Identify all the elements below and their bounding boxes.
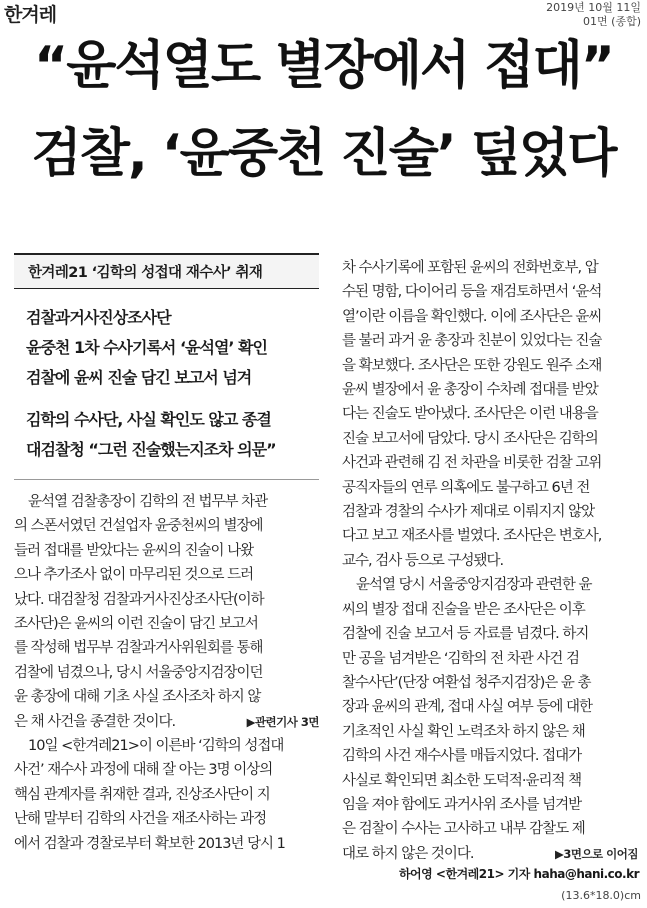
subhead: 검찰과거사진상조사단 (26, 308, 171, 327)
related-article-link[interactable]: ▶관련기사 3면 (246, 714, 319, 729)
dateline (546, 1, 641, 29)
subheadings (14, 303, 319, 465)
text-line: 들러 접대를 받았다는 윤씨의 진술이 나왔 (14, 542, 254, 559)
text-line: 찰수사단’(단장 여환섭 청주지검장)은 윤 총 (342, 674, 591, 691)
text-line: 핵심 관계자를 취재한 결과, 진상조사단이 지 (14, 786, 270, 803)
text-line: 윤석열 당시 서울중앙지검장과 관련한 윤 (356, 577, 592, 594)
issue-date: 2019년 10월 11일 (546, 1, 641, 14)
text-line: 사실로 확인되면 최소한 도덕적·윤리적 책 (342, 772, 582, 789)
size-note: (13.6*18.0)cm (561, 889, 641, 902)
text-line: 났다. 대검찰청 검찰과거사진상조사단(이하 (14, 591, 264, 608)
text-line: 의 스폰서였던 건설업자 윤중천씨의 별장에 (14, 518, 263, 535)
text-line: 사건과 관련해 김 전 차관을 비롯한 검찰 고위 (342, 455, 602, 472)
text-line: 윤석열 검찰총장이 김학의 전 법무부 차관 (28, 494, 268, 510)
text-line: 검찰과 경찰의 수사가 제대로 이뤄지지 않았 (342, 504, 595, 521)
text-line (342, 842, 638, 866)
text-line: 다고 보고 재조사를 벌였다. 조사단은 변호사, (342, 528, 602, 545)
text-line: 를 작성해 법무부 검찰과거사위원회를 통해 (14, 640, 263, 657)
text-line: 난해 말부터 김학의 사건을 재조사하는 과정 (14, 811, 267, 828)
text-line (14, 710, 319, 734)
subhead: 김학의 수사단, 사실 확인도 않고 종결 (26, 410, 271, 429)
text-line: 씨의 별장 접대 진술을 받은 조사단은 이후 (342, 601, 585, 618)
text-line: 윤씨 별장에서 윤 총장이 수차례 접대를 받았 (342, 382, 598, 399)
article-body-left (14, 490, 319, 856)
text-line: 장과 윤씨의 관계, 접대 사실 여부 등에 대한 (342, 699, 592, 716)
text-line: 조사단)은 윤씨의 이런 진술이 담긴 보고서 (14, 616, 258, 633)
divider (14, 479, 319, 480)
subhead: 윤중천 1차 수사기록서 ‘윤석열’ 확인 (26, 338, 267, 357)
headline-line-2: 검찰, ‘윤중천 진술’ 덮었다 (31, 124, 616, 184)
newspaper-logo: 한겨레 (4, 4, 57, 26)
text-fragment: 대로 하지 않은 것이다. (342, 845, 474, 862)
text-line: 다는 진술도 받아냈다. 조사단은 이런 내용을 (342, 406, 598, 423)
headline-line-1: “윤석열도 별장에서 접대” (34, 36, 613, 96)
text-line: 사건’ 재수사 과정에 대해 잘 아는 3명 이상의 (14, 762, 273, 779)
article-body-right (342, 256, 638, 866)
text-line: 공직자들의 연루 의혹에도 불구하고 6년 전 (342, 479, 590, 496)
text-line: 검찰에 진술 보고서 등 자료를 넘겼다. 하지 (342, 626, 589, 643)
text-line: 10일 <한겨레21>이 이른바 ‘김학의 성접대 (28, 738, 284, 755)
subhead: 대검찰청 “그런 진술했는지조차 의문” (26, 440, 276, 459)
kicker-box: 한겨레21 ‘김학의 성접대 재수사’ 취재 (14, 253, 319, 289)
text-line: 기초적인 사실 확인 노력조차 하지 않은 채 (342, 723, 585, 740)
text-line: 에서 검찰과 경찰로부터 확보한 2013년 당시 1 (14, 835, 285, 852)
text-line: 수된 명함, 다이어리 등을 재검토하면서 ‘윤석 (342, 284, 602, 301)
right-column (342, 256, 638, 866)
text-fragment: 은 채 사건을 종결한 것이다. (14, 713, 176, 730)
text-line: 차 수사기록에 포함된 윤씨의 전화번호부, 압 (342, 260, 598, 276)
text-line: 만 공을 넘겨받은 ‘김학의 전 차관 사건 검 (342, 650, 579, 667)
continued-link[interactable]: ▶3면으로 이어짐 (554, 846, 638, 861)
text-line: 교수, 검사 등으로 구성됐다. (342, 552, 504, 569)
text-line: 검찰에 넘겼으나, 당시 서울중앙지검장이던 (14, 664, 263, 681)
page-section: 01면 (종합) (583, 15, 641, 28)
text-line: 윤 총장에 대해 기초 사실 조사조차 하지 않 (14, 689, 261, 706)
text-line: 진술 보고서에 담았다. 당시 조사단은 김학의 (342, 430, 598, 447)
text-line: 를 불러 과거 윤 총장과 친분이 있었다는 진술 (342, 333, 602, 350)
text-line: 김학의 사건 재수사를 매듭지었다. 접대가 (342, 748, 582, 765)
text-line: 열’이란 이름을 확인했다. 이에 조사단은 윤씨 (342, 308, 602, 325)
text-line: 임을 져야 함에도 과거사위 조사를 넘겨받 (342, 796, 582, 813)
byline: 하어영 <한겨레21> 기자 haha@hani.co.kr (398, 867, 639, 881)
left-column (14, 253, 319, 856)
text-line: 으나 추가조사 없이 마무리된 것으로 드러 (14, 567, 254, 584)
text-line: 은 검찰이 수사는 고사하고 내부 감찰도 제 (342, 821, 585, 838)
text-line: 을 확보했다. 조사단은 또한 강원도 원주 소재 (342, 357, 602, 374)
subhead: 검찰에 윤씨 진술 담긴 보고서 넘겨 (26, 368, 252, 387)
